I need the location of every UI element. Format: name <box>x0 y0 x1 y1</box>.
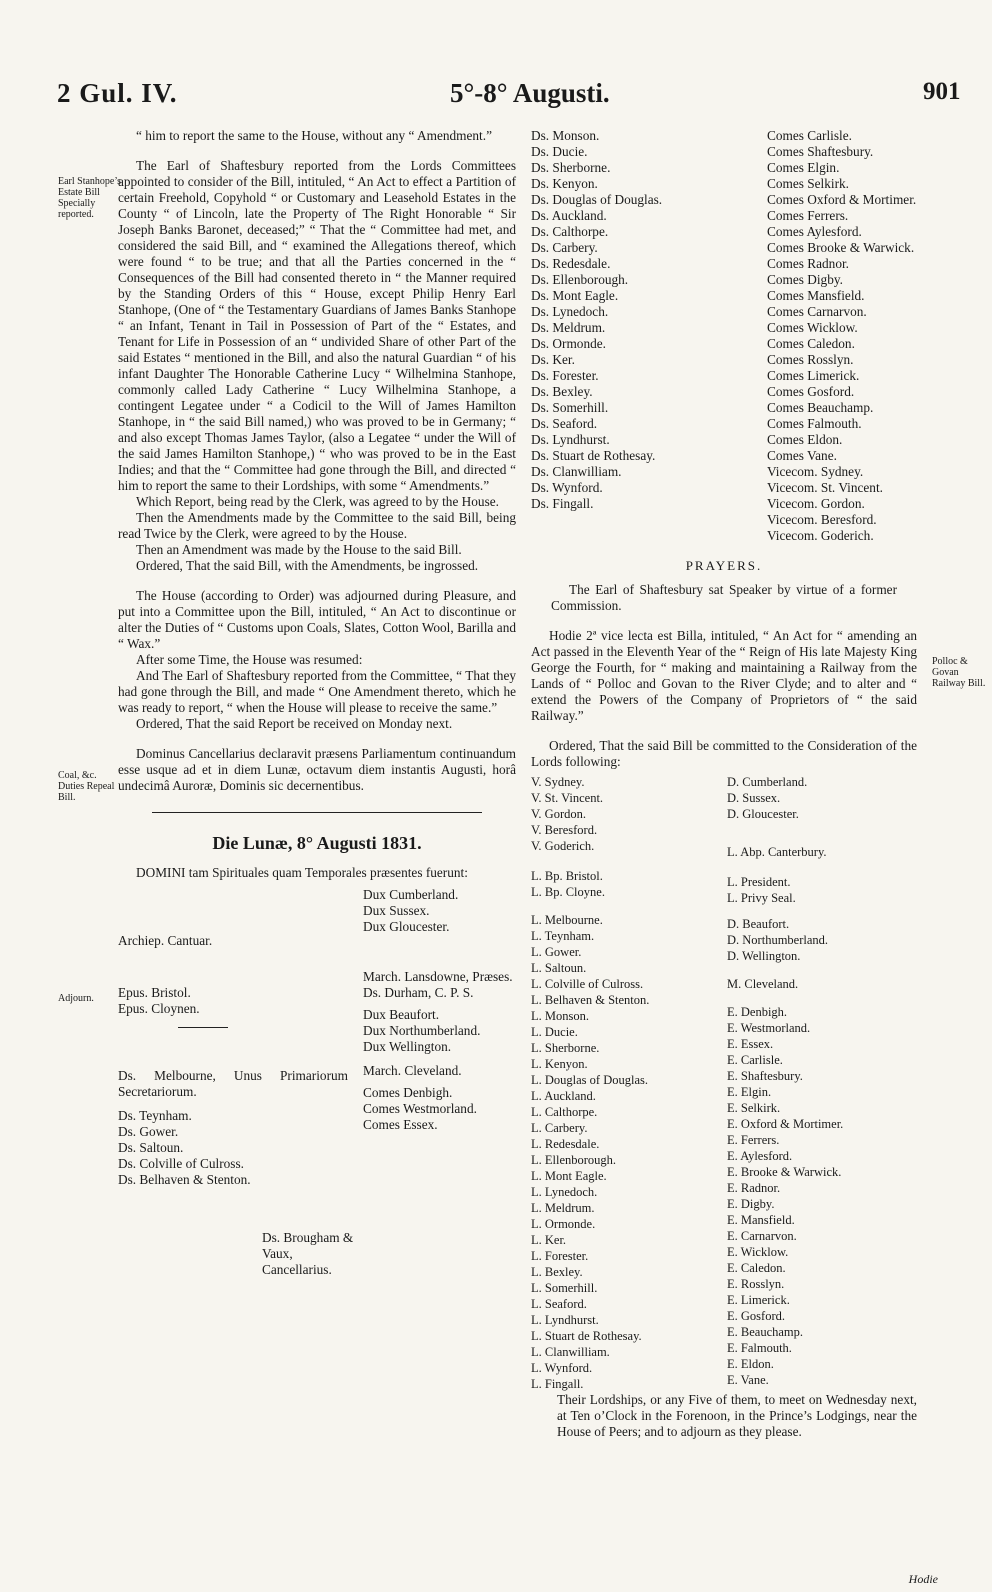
para-stanhope-report: The Earl of Shaftesbury reported from the Lords Committees appointed to consider of the Bill, intituled, “ An Act to effect a Partition of certain Freehold, Copyhold “ or Customary and Leasehold Estates in the County “ of Lincoln, late the Property of The Right Honorable “ Sir Joseph Banks Baronet, deceased;” “ That the “ Committee had met, and considered the said Bill, and “ examined the Allegations thereof, which were found “ to be true; and that all the Parties concerned in the “ Consequences of the Bill had consented thereto in “ the Manner required by the Standing Orders of this “ House, except Philip Henry Earl Stanhope, (One of “ the Testamentary Guardians of James Banks Stanhope “ an Infant, Tenant in Tail in Possession of Part of the “ Estates, and Tenant for Life in Possession of an “ undivided Share of other Part of the said Estates “ mentioned in the Bill, and also the natural Guardian “ of his infant Daughter The Honorable Catherine Lucy “ Wilhelmina Stanhope, commonly called Lady Catherine “ Lucy Wilhelmina Stanhope, a contingent Legatee under “ a Codicil to the Will of James Hamilton Stanhope, in “ the said Bill named,) who was proved to be in Germany; “ and also except Thomas James Taylor, (also a Legatee “ under the Will of the said James Hamilton Stanhope,) “ who was proved to be in the East Indies; and that the “ Committee had gone through the Bill, and directed “ him to report the same to their Lordships, with some “ Amendments.” <box>118 158 516 493</box>
para-hodie-railway: Hodie 2ª vice lecta est Billa, intituled, “ An Act for “ amending an Act passed in the Eleventh Year of the “ Reign of His late Majesty King George the Fourth, for “ making and maintaining a Railway from the Lands of “ Polloc and Govan to the River Clyde; and to alter and “ extend the Powers of the Company of Proprietors of “ the said Railway.” <box>531 628 917 723</box>
name-entry: Comes Carlisle. <box>767 128 852 143</box>
name-entry: L. Redesdale. <box>531 1137 600 1151</box>
name-entry: Dux Gloucester. <box>363 919 450 934</box>
name-entry: L. Bp. Cloyne. <box>531 885 605 899</box>
name-entry: Ds. Stuart de Rothesay. <box>531 448 656 463</box>
name-entry: V. St. Vincent. <box>531 791 604 805</box>
name-entry: Comes Gosford. <box>767 384 855 399</box>
speaker-note: The Earl of Shaftesbury sat Speaker by virtue of a former Commission. <box>551 582 897 613</box>
name-entry: Comes Essex. <box>363 1117 438 1132</box>
name-entry: Vicecom. Gordon. <box>767 496 865 511</box>
ds-list <box>531 128 767 544</box>
name-entry: Ds. Colville of Culross. <box>118 1156 244 1171</box>
name-entry: E. Denbigh. <box>727 1005 788 1019</box>
name-entry: E. Radnor. <box>727 1181 781 1195</box>
name-entry: E. Limerick. <box>727 1293 790 1307</box>
name-entry: E. Westmorland. <box>727 1021 811 1035</box>
name-entry: D. Wellington. <box>727 949 801 963</box>
name-entry: E. Essex. <box>727 1037 774 1051</box>
name-entry: E. Carlisle. <box>727 1053 783 1067</box>
committee-list-left <box>531 774 727 1392</box>
name-entry: L. Calthorpe. <box>531 1105 598 1119</box>
name-entry: Ds. Clanwilliam. <box>531 464 622 479</box>
sidenote-adjourn: Adjourn. <box>58 993 94 1004</box>
name-entry: Comes Vane. <box>767 448 837 463</box>
name-entry: Ds. Lyndhurst. <box>531 432 610 447</box>
name-entry: L. Kenyon. <box>531 1057 588 1071</box>
name-entry: Epus. Cloynen. <box>118 1001 200 1016</box>
name-entry: L. Ker. <box>531 1233 567 1247</box>
name-entry: Ds. Forester. <box>531 368 599 383</box>
name-entry: Dux Cumberland. <box>363 887 459 902</box>
prayers-heading: PRAYERS. <box>685 558 763 573</box>
name-entry: Dux Beaufort. <box>363 1007 440 1022</box>
name-entry: Comes Mansfield. <box>767 288 865 303</box>
name-entry: Comes Caledon. <box>767 336 855 351</box>
name-entry: Vicecom. Sydney. <box>767 464 864 479</box>
name-entry: Ds. Ducie. <box>531 144 588 159</box>
name-entry: Comes Oxford & Mortimer. <box>767 192 917 207</box>
comes-list <box>767 128 917 544</box>
name-entry: V. Goderich. <box>531 839 595 853</box>
running-head-center: 5°-8° Augusti. <box>450 78 610 108</box>
name-entry: Comes Radnor. <box>767 256 849 271</box>
name-entry: E. Oxford & Mortimer. <box>727 1117 844 1131</box>
name-entry: L. Ducie. <box>531 1025 578 1039</box>
para-committee-coals: The House (according to Order) was adjourned during Pleasure, and put into a Committee upon the Bill, intituled, “ An Act to discontinue or alter the Duties of “ Customs upon Coals, Slates, Cotton Wool, Barilla and “ Wax.” <box>118 588 516 651</box>
name-entry: M. Cleveland. <box>727 977 799 991</box>
name-entry: Ds. Meldrum. <box>531 320 606 335</box>
committee-list-right <box>727 774 917 1392</box>
name-entry: L. Ellenborough. <box>531 1153 617 1167</box>
sidenote-coal-duties: Coal, &c. Duties Repeal Bill. <box>58 770 115 803</box>
name-entry: E. Wicklow. <box>727 1245 789 1259</box>
name-entry: L. Privy Seal. <box>727 891 796 905</box>
name-entry: March. Cleveland. <box>363 1063 462 1078</box>
name-entry: Ds. Wynford. <box>531 480 603 495</box>
name-entry: L. Ormonde. <box>531 1217 596 1231</box>
name-entry: L. Bexley. <box>531 1265 583 1279</box>
present-continued <box>531 128 917 544</box>
name-entry: E. Vane. <box>727 1373 769 1387</box>
name-entry: Ds. Calthorpe. <box>531 224 609 239</box>
name-entry: E. Carnarvon. <box>727 1229 797 1243</box>
name-entry: D. Beaufort. <box>727 917 790 931</box>
name-entry: L. Lyndhurst. <box>531 1313 599 1327</box>
name-entry: Ds. Carbery. <box>531 240 598 255</box>
name-entry: L. Stuart de Rothesay. <box>531 1329 642 1343</box>
present-lords <box>118 887 516 1188</box>
sidenote-polloc-govan: Polloc & Govan Railway Bill. <box>932 656 986 689</box>
name-entry: E. Digby. <box>727 1197 775 1211</box>
name-entry: D. Cumberland. <box>727 775 808 789</box>
name-entry: Comes Carnarvon. <box>767 304 867 319</box>
name-entry: Comes Westmorland. <box>363 1101 477 1116</box>
name-entry: D. Gloucester. <box>727 807 799 821</box>
para-house-resumed: After some Time, the House was resumed: <box>136 652 363 667</box>
name-entry: L. Forester. <box>531 1249 589 1263</box>
name-entry: L. Lynedoch. <box>531 1185 598 1199</box>
running-head-left: 2 Gul. IV. <box>57 78 178 108</box>
name-entry: Comes Ferrers. <box>767 208 849 223</box>
name-entry: Archiep. Cantuar. <box>118 933 213 948</box>
name-entry: Comes Rosslyn. <box>767 352 854 367</box>
name-entry: Comes Wicklow. <box>767 320 858 335</box>
para-adjourn-latin: Dominus Cancellarius declaravit præsens Parliamentum continuandum esse usque ad et in diem Lunæ, octavum diem instantis Augusti, horâ undecimâ Auroræ, Dominis sic decernentibus. <box>118 746 516 793</box>
name-entry: V. Gordon. <box>531 807 586 821</box>
name-entry: E. Eldon. <box>727 1357 774 1371</box>
name-entry: Dux Sussex. <box>363 903 430 918</box>
name-entry: Dux Wellington. <box>363 1039 452 1054</box>
name-entry: L. Gower. <box>531 945 582 959</box>
name-entry: L. Auckland. <box>531 1089 596 1103</box>
name-entry: E. Gosford. <box>727 1309 785 1323</box>
name-entry: L. Carbery. <box>531 1121 588 1135</box>
chancellor-entry: Ds. Brougham & Vaux, Cancellarius. <box>262 1230 354 1277</box>
sidenote-stanhope: Earl Stanhope’s Estate Bill Specially reported. <box>58 176 122 220</box>
name-entry: Ds. Saltoun. <box>118 1140 184 1155</box>
name-entry: E. Ferrers. <box>727 1133 780 1147</box>
name-entry: L. Colville of Culross. <box>531 977 644 991</box>
name-entry: L. Mont Eagle. <box>531 1169 607 1183</box>
name-entry: L. Somerhill. <box>531 1281 598 1295</box>
name-entry: Ds. Douglas of Douglas. <box>531 192 663 207</box>
name-entry: L. Belhaven & Stenton. <box>531 993 650 1007</box>
name-entry: E. Selkirk. <box>727 1101 781 1115</box>
name-entry: L. Sherborne. <box>531 1041 600 1055</box>
name-entry: Ds. Lynedoch. <box>531 304 609 319</box>
name-entry: L. Abp. Canterbury. <box>727 845 827 859</box>
present-list-left <box>118 933 363 1188</box>
name-entry: E. Shaftesbury. <box>727 1069 803 1083</box>
committee-lords <box>531 774 917 1392</box>
name-entry: Ds. Ormonde. <box>531 336 606 351</box>
name-entry: E. Rosslyn. <box>727 1277 785 1291</box>
name-entry: Comes Elgin. <box>767 160 840 175</box>
para-amendment-made: Then an Amendment was made by the House to the said Bill. <box>136 542 462 557</box>
catchword: Hodie <box>908 1572 938 1586</box>
name-entry: Vicecom. Goderich. <box>767 528 874 543</box>
day-heading: Die Lunæ, 8° Augusti 1831. <box>212 833 422 853</box>
name-entry: E. Mansfield. <box>727 1213 795 1227</box>
name-entry: E. Caledon. <box>727 1261 786 1275</box>
name-entry: Ds. Durham, C. P. S. <box>363 985 474 1000</box>
para-ordered-committed: Ordered, That the said Bill be committed to the Consideration of the Lords following: <box>531 738 917 769</box>
name-entry: Comes Beauchamp. <box>767 400 874 415</box>
name-entry: Ds. Belhaven & Stenton. <box>118 1172 251 1187</box>
name-entry: L. Bp. Bristol. <box>531 869 603 883</box>
para-report-agreed: Which Report, being read by the Clerk, was agreed to by the House. <box>136 494 499 509</box>
name-entry: L. Douglas of Douglas. <box>531 1073 648 1087</box>
name-entry: Dux Northumberland. <box>363 1023 481 1038</box>
name-entry: V. Sydney. <box>531 775 585 789</box>
short-divider <box>178 1027 228 1028</box>
name-entry: Comes Limerick. <box>767 368 860 383</box>
name-entry: Ds. Seaford. <box>531 416 598 431</box>
name-entry: Comes Falmouth. <box>767 416 862 431</box>
name-entry: Comes Aylesford. <box>767 224 862 239</box>
name-entry: Ds. Somerhill. <box>531 400 609 415</box>
name-entry: Ds. Mont Eagle. <box>531 288 619 303</box>
name-entry: E. Beauchamp. <box>727 1325 804 1339</box>
name-entry: Ds. Kenyon. <box>531 176 598 191</box>
name-entry: L. Seaford. <box>531 1297 587 1311</box>
name-entry: L. Monson. <box>531 1009 589 1023</box>
name-entry: Ds. Gower. <box>118 1124 179 1139</box>
name-entry: Comes Denbigh. <box>363 1085 453 1100</box>
name-entry: V. Beresford. <box>531 823 598 837</box>
name-entry: Vicecom. St. Vincent. <box>767 480 883 495</box>
para-shaftesbury-reported: And The Earl of Shaftesbury reported from the Committee, “ That they had gone through the Bill, and made “ One Amendment thereto, which he was ready to report, “ when the House will please to receive the same.” <box>118 668 516 715</box>
name-entry: E. Falmouth. <box>727 1341 792 1355</box>
name-entry: E. Brooke & Warwick. <box>727 1165 842 1179</box>
name-entry: Comes Eldon. <box>767 432 843 447</box>
name-entry: E. Aylesford. <box>727 1149 793 1163</box>
name-entry: Comes Selkirk. <box>767 176 849 191</box>
section-divider <box>152 812 482 813</box>
para-amendments-agreed: Then the Amendments made by the Committee to the said Bill, being read Twice by the Clerk, were agreed to by the House. <box>118 510 516 541</box>
name-entry: E. Elgin. <box>727 1085 772 1099</box>
name-entry: Comes Shaftesbury. <box>767 144 874 159</box>
page-number: 901 <box>923 78 961 105</box>
name-entry: Ds. Fingall. <box>531 496 594 511</box>
name-entry: March. Lansdowne, Præses. <box>363 969 513 984</box>
para-closing-meet: Their Lordships, or any Five of them, to meet on Wednesday next, at Ten o’Clock in the Forenoon, in the Prince’s Lodgings, near the House of Peers; and to adjourn as they please. <box>557 1392 917 1439</box>
name-entry: Comes Brooke & Warwick. <box>767 240 915 255</box>
name-entry: L. Meldrum. <box>531 1201 595 1215</box>
name-entry: Ds. Auckland. <box>531 208 607 223</box>
left-column <box>118 128 516 1188</box>
name-entry: L. Teynham. <box>531 929 595 943</box>
name-entry: Comes Digby. <box>767 272 843 287</box>
name-entry: Ds. Monson. <box>531 128 600 143</box>
right-column <box>531 128 917 1440</box>
para-ordered-ingrossed: Ordered, That the said Bill, with the Amendments, be ingrossed. <box>136 558 479 573</box>
name-entry: Ds. Ellenborough. <box>531 272 629 287</box>
name-entry: Ds. Melbourne, Unus Primariorum Secretariorum. <box>118 1068 348 1099</box>
name-entry: Ds. Redesdale. <box>531 256 611 271</box>
para-him-report: “ him to report the same to the House, without any “ Amendment.” <box>136 128 492 143</box>
name-entry: L. President. <box>727 875 791 889</box>
name-entry: L. Wynford. <box>531 1361 593 1375</box>
name-entry: Epus. Bristol. <box>118 985 191 1000</box>
name-entry: L. Clanwilliam. <box>531 1345 610 1359</box>
name-entry: D. Northumberland. <box>727 933 829 947</box>
name-entry: L. Fingall. <box>531 1377 584 1391</box>
name-entry: Ds. Ker. <box>531 352 575 367</box>
present-list-right <box>363 887 513 1188</box>
domini-present: DOMINI tam Spirituales quam Temporales præsentes fuerunt: <box>136 865 468 880</box>
name-entry: Ds. Sherborne. <box>531 160 611 175</box>
para-ordered-monday: Ordered, That the said Report be received on Monday next. <box>136 716 453 731</box>
name-entry: Vicecom. Beresford. <box>767 512 877 527</box>
name-entry: Ds. Teynham. <box>118 1108 192 1123</box>
name-entry: D. Sussex. <box>727 791 781 805</box>
name-entry: L. Melbourne. <box>531 913 603 927</box>
name-entry: Ds. Bexley. <box>531 384 593 399</box>
name-entry: L. Saltoun. <box>531 961 587 975</box>
